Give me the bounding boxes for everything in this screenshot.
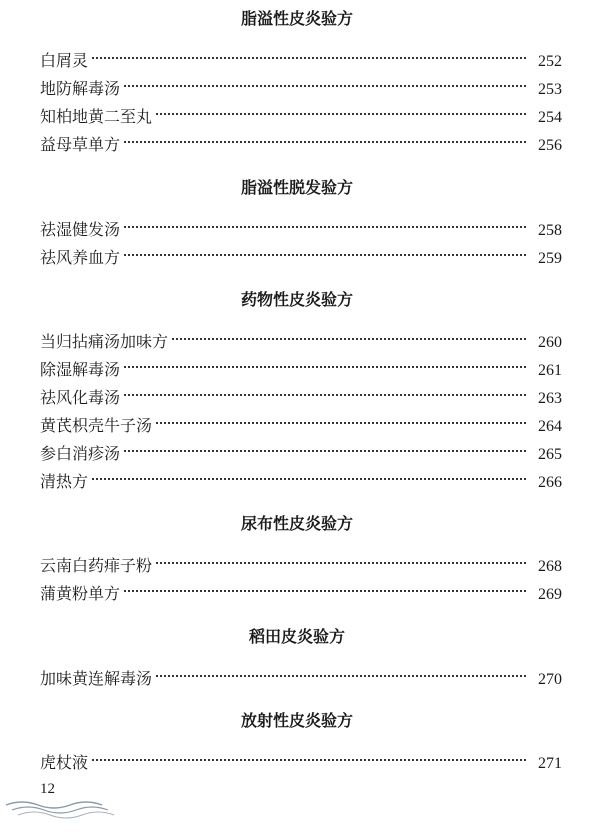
entry-title: 白屑灵 — [40, 51, 89, 70]
entry-page-number: 269 — [538, 586, 562, 603]
dot-leader — [92, 478, 526, 480]
entry-title: 知柏地黄二至丸 — [40, 107, 153, 126]
entry-title: 加味黄连解毒汤 — [40, 669, 153, 688]
toc-entry[interactable] — [40, 356, 562, 384]
toc-entry[interactable] — [40, 580, 562, 608]
toc-entry[interactable] — [40, 665, 562, 693]
toc-entry[interactable] — [40, 552, 562, 580]
entry-title: 祛风养血方 — [40, 248, 121, 267]
toc-section — [40, 9, 562, 159]
dot-leader — [92, 57, 526, 59]
dot-leader — [124, 366, 526, 368]
dot-leader — [156, 562, 526, 564]
entry-title: 祛湿健发汤 — [40, 220, 121, 239]
toc-section — [40, 290, 562, 496]
section-title: 脂溢性脱发验方 — [240, 178, 353, 197]
section-title: 稻田皮炎验方 — [248, 627, 345, 646]
toc-entry[interactable] — [40, 328, 562, 356]
dot-leader — [124, 450, 526, 452]
page-number: 12 — [40, 781, 55, 797]
entry-page-number: 265 — [538, 446, 562, 463]
toc-entry[interactable] — [40, 216, 562, 244]
entry-title: 云南白药痱子粉 — [40, 556, 153, 575]
toc-entry[interactable] — [40, 749, 562, 777]
entry-page-number: 253 — [538, 81, 562, 98]
dot-leader — [156, 422, 526, 424]
entry-page-number: 264 — [538, 418, 562, 435]
section-title: 放射性皮炎验方 — [240, 711, 353, 730]
toc-entry[interactable] — [40, 75, 562, 103]
wave-ornament — [4, 797, 124, 821]
entry-title: 蒲黄粉单方 — [40, 584, 121, 603]
section-title: 脂溢性皮炎验方 — [240, 9, 353, 28]
entry-page-number: 270 — [538, 671, 562, 688]
entry-page-number: 266 — [538, 474, 562, 491]
dot-leader — [124, 254, 526, 256]
dot-leader — [156, 675, 526, 677]
entry-title: 益母草单方 — [40, 135, 121, 154]
toc-section — [40, 514, 562, 608]
entry-title: 祛风化毒汤 — [40, 388, 121, 407]
entry-page-number: 271 — [538, 755, 562, 772]
entry-page-number: 254 — [538, 109, 562, 126]
dot-leader — [124, 590, 526, 592]
toc-entry[interactable] — [40, 47, 562, 75]
toc-entry[interactable] — [40, 440, 562, 468]
entry-title: 清热方 — [40, 472, 89, 491]
toc-entry[interactable] — [40, 131, 562, 159]
toc-section — [40, 178, 562, 272]
entry-page-number: 263 — [538, 390, 562, 407]
entry-page-number: 252 — [538, 53, 562, 70]
toc-entry[interactable] — [40, 103, 562, 131]
entry-page-number: 259 — [538, 250, 562, 267]
dot-leader — [124, 141, 526, 143]
dot-leader — [156, 113, 526, 115]
entry-page-number: 258 — [538, 222, 562, 239]
toc-entry[interactable] — [40, 468, 562, 496]
dot-leader — [124, 394, 526, 396]
entry-title: 除湿解毒汤 — [40, 360, 121, 379]
toc-section — [40, 711, 562, 777]
entry-title: 黄芪枳壳牛子汤 — [40, 416, 153, 435]
dot-leader — [92, 759, 526, 761]
dot-leader — [172, 338, 526, 340]
entry-page-number: 260 — [538, 334, 562, 351]
toc-entry[interactable] — [40, 412, 562, 440]
entry-page-number: 256 — [538, 137, 562, 154]
entry-page-number: 261 — [538, 362, 562, 379]
toc-entry[interactable] — [40, 384, 562, 412]
entry-title: 地防解毒汤 — [40, 79, 121, 98]
toc-section — [40, 627, 562, 693]
entry-page-number: 268 — [538, 558, 562, 575]
entry-title: 当归拈痛汤加味方 — [40, 332, 169, 351]
section-title: 尿布性皮炎验方 — [240, 514, 353, 533]
entry-title: 虎杖液 — [40, 753, 89, 772]
dot-leader — [124, 85, 526, 87]
entry-title: 参白消疹汤 — [40, 444, 121, 463]
dot-leader — [124, 226, 526, 228]
toc-entry[interactable] — [40, 244, 562, 272]
section-title: 药物性皮炎验方 — [240, 290, 353, 309]
